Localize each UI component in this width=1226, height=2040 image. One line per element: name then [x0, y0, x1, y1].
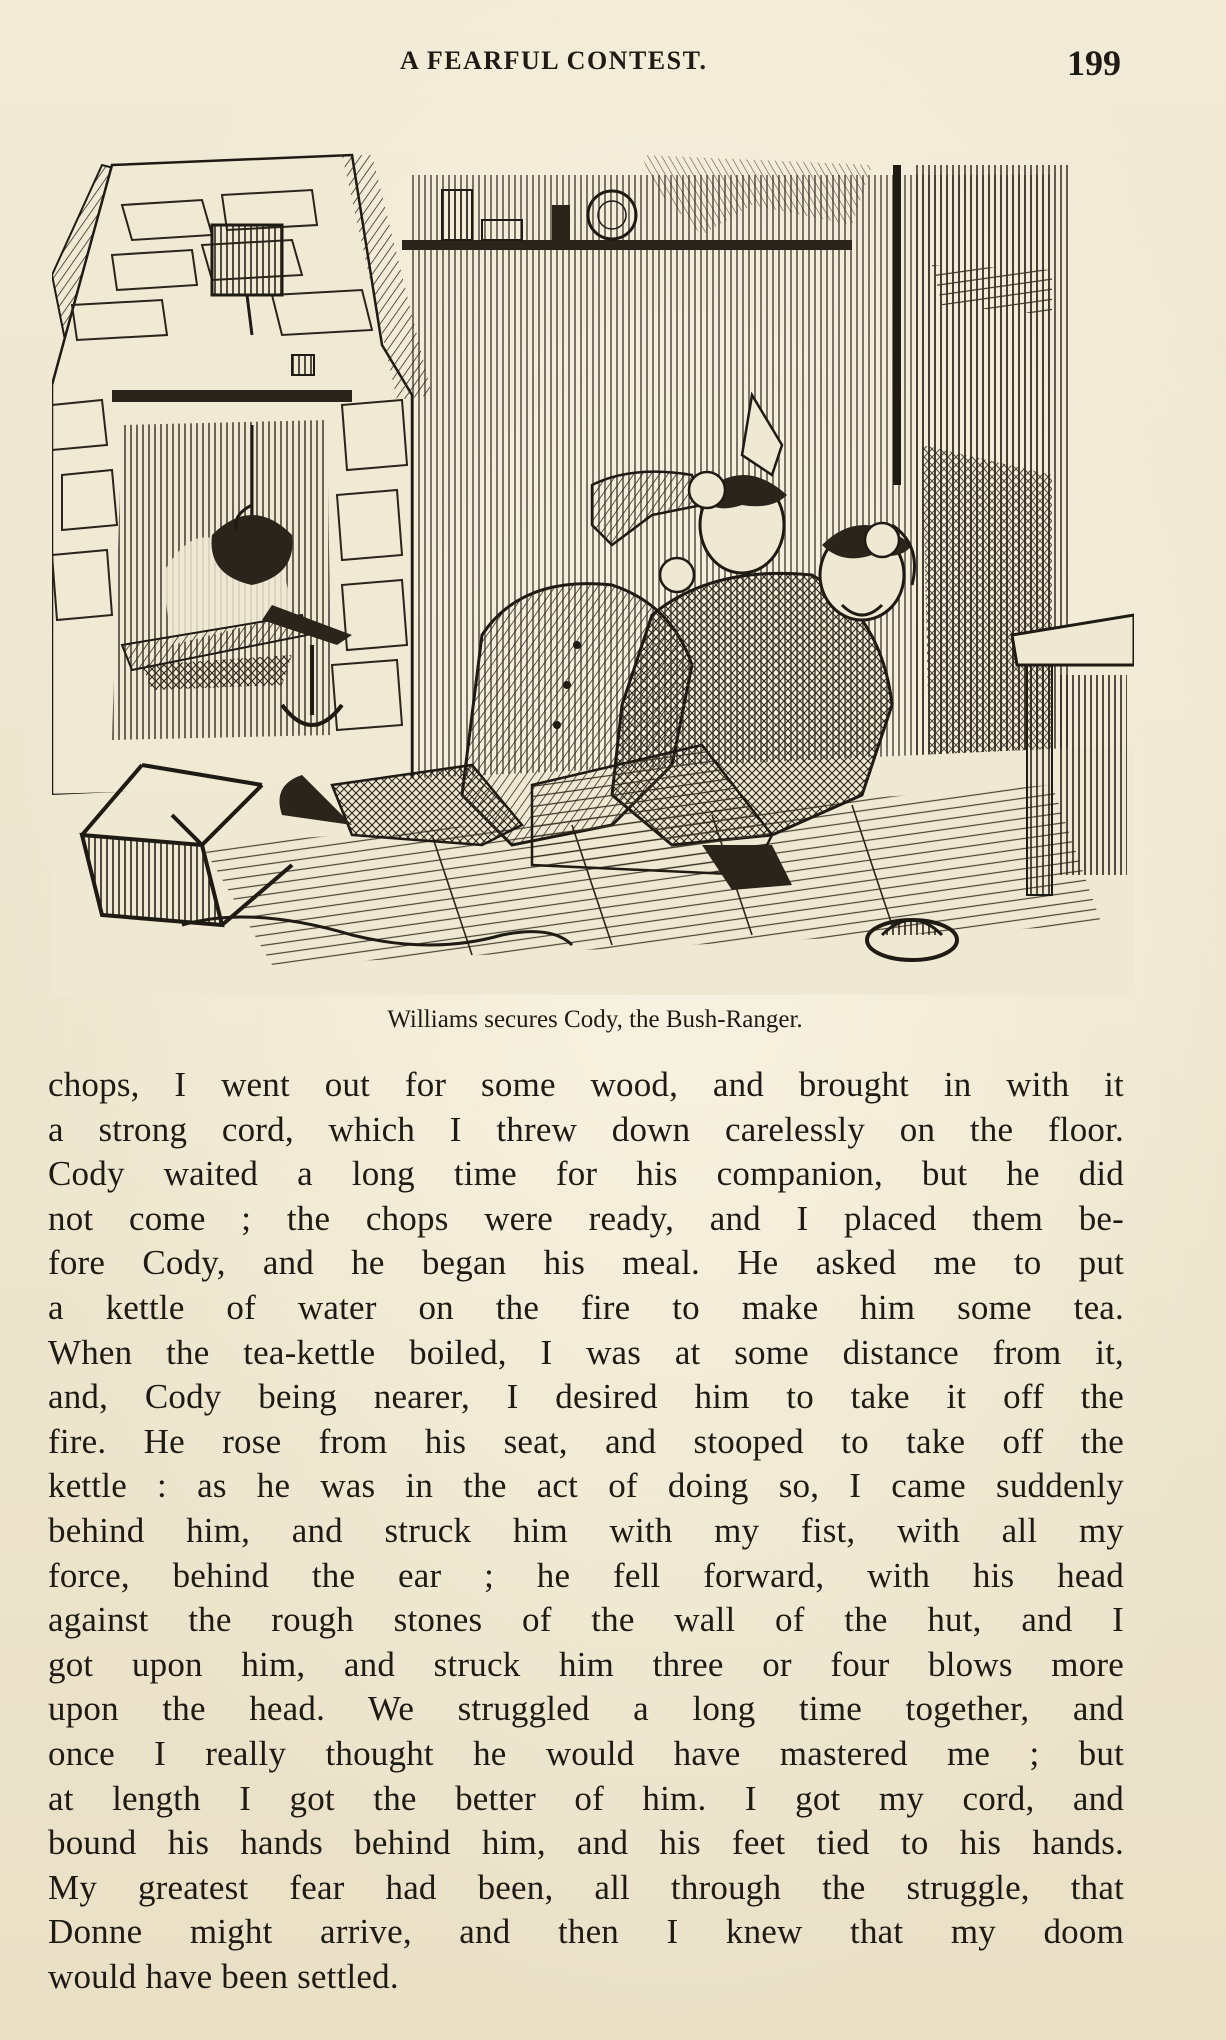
caption-text: Williams secures Cody, the Bush-Ranger. — [387, 1006, 803, 1033]
engraving-illustration — [52, 145, 1134, 995]
text-line: force, behind the ear ; he fell forward, with his head — [48, 1555, 1124, 1595]
text-line: got upon him, and struck him three or four blows more — [48, 1644, 1124, 1684]
text-line: fore Cody, and he began his meal. He asked me to put — [48, 1243, 1124, 1283]
text-line: kettle : as he was in the act of doing so, I came suddenly — [48, 1466, 1124, 1506]
text-line: against the rough stones of the wall of the hut, and I — [48, 1600, 1124, 1640]
text-line: chops, I went out for some wood, and brought in with it — [48, 1065, 1124, 1104]
text-line: My greatest fear had been, all through the struggle, that — [48, 1867, 1124, 1907]
text-line: bound his hands behind him, and his feet tied to his hands. — [48, 1823, 1124, 1863]
engraving-image — [52, 145, 1134, 995]
body-text — [48, 1063, 1124, 1999]
text-line: Donne might arrive, and then I knew that my doom — [48, 1912, 1124, 1952]
page-number: 199 — [1067, 43, 1121, 83]
text-line: at length I got the better of him. I got my cord, and — [48, 1778, 1124, 1818]
text-line: upon the head. We struggled a long time together, and — [48, 1689, 1124, 1729]
text-line: When the tea-kettle boiled, I was at some distance from it, — [48, 1332, 1124, 1372]
text-line: behind him, and struck him with my fist, with all my — [48, 1510, 1124, 1550]
illustration-caption — [0, 1006, 1226, 1034]
text-line: Cody waited a long time for his companion, but he did — [48, 1154, 1124, 1194]
text-line: would have been settled. — [48, 1956, 399, 1996]
text-line: fire. He rose from his seat, and stooped to take off the — [48, 1421, 1124, 1461]
text-line: a strong cord, which I threw down carelessly on the floor. — [48, 1109, 1124, 1149]
text-line: and, Cody being nearer, I desired him to take it off the — [48, 1377, 1124, 1417]
running-head — [0, 42, 1226, 82]
running-title: A FEARFUL CONTEST. — [400, 46, 708, 75]
text-line: a kettle of water on the fire to make him some tea. — [48, 1287, 1124, 1327]
text-line: once I really thought he would have mastered me ; but — [48, 1733, 1124, 1773]
text-line: not come ; the chops were ready, and I placed them be- — [48, 1198, 1124, 1238]
